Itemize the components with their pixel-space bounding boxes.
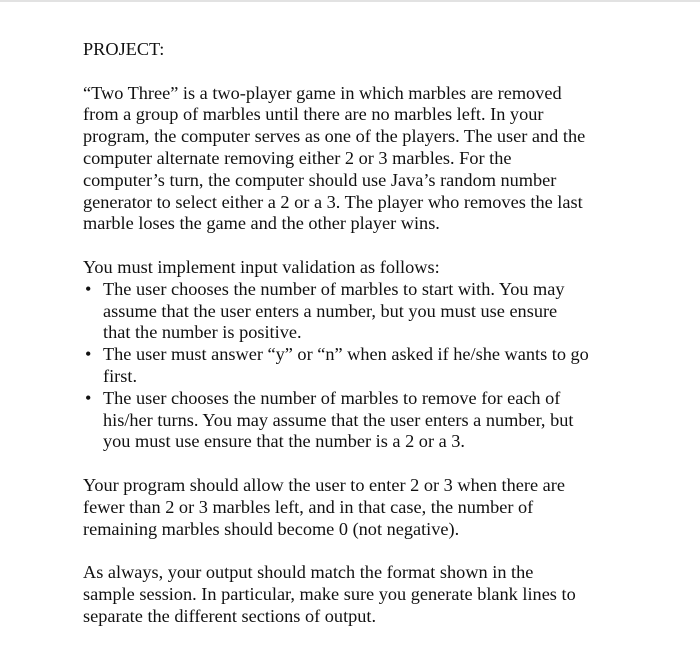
validation-section xyxy=(83,257,643,453)
list-item xyxy=(83,344,643,388)
text-line: from a group of marbles until there are no marbles left. In your xyxy=(83,104,544,125)
bullet-icon: • xyxy=(85,278,92,299)
text-line: first. xyxy=(103,365,138,386)
text-line: marble loses the game and the other player wins. xyxy=(83,213,440,234)
text-line: you must use ensure that the number is a 2 or a 3. xyxy=(103,431,465,452)
top-divider xyxy=(0,0,700,2)
edge-case-paragraph xyxy=(83,475,643,540)
text-line: The user chooses the number of marbles to start with. You may xyxy=(103,278,565,299)
text-line: Your program should allow the user to enter 2 or 3 when there are xyxy=(83,474,565,495)
bullet-icon: • xyxy=(85,387,92,408)
text-line: computer alternate removing either 2 or 3 marbles. For the xyxy=(83,147,512,168)
validation-list xyxy=(83,279,643,453)
text-line: that the number is positive. xyxy=(103,322,302,343)
text-line: computer’s turn, the computer should use Java’s random number xyxy=(83,169,557,190)
text-line: assume that the user enters a number, but you must use ensure xyxy=(103,300,558,321)
validation-intro: You must implement input validation as follows: xyxy=(83,256,440,277)
text-line: sample session. In particular, make sure you generate blank lines to xyxy=(83,583,576,604)
text-line: “Two Three” is a two-player game in which marbles are removed xyxy=(83,82,562,103)
bullet-icon: • xyxy=(85,344,92,365)
text-line: As always, your output should match the format shown in the xyxy=(83,562,534,583)
text-line: remaining marbles should become 0 (not negative). xyxy=(83,518,460,539)
list-item xyxy=(83,388,643,453)
project-document xyxy=(83,39,643,649)
text-line: program, the computer serves as one of the players. The user and the xyxy=(83,126,586,147)
text-line: generator to select either a 2 or a 3. The player who removes the last xyxy=(83,191,583,212)
game-description-paragraph xyxy=(83,83,643,236)
list-item xyxy=(83,279,643,344)
text-line: The user chooses the number of marbles to remove for each of xyxy=(103,387,561,408)
text-line: his/her turns. You may assume that the user enters a number, but xyxy=(103,409,574,430)
output-format-paragraph xyxy=(83,562,643,627)
text-line: separate the different sections of output. xyxy=(83,605,377,626)
text-line: fewer than 2 or 3 marbles left, and in that case, the number of xyxy=(83,496,534,517)
page-title: PROJECT: xyxy=(83,39,165,59)
text-line: The user must answer “y” or “n” when asked if he/she wants to go xyxy=(103,344,589,365)
